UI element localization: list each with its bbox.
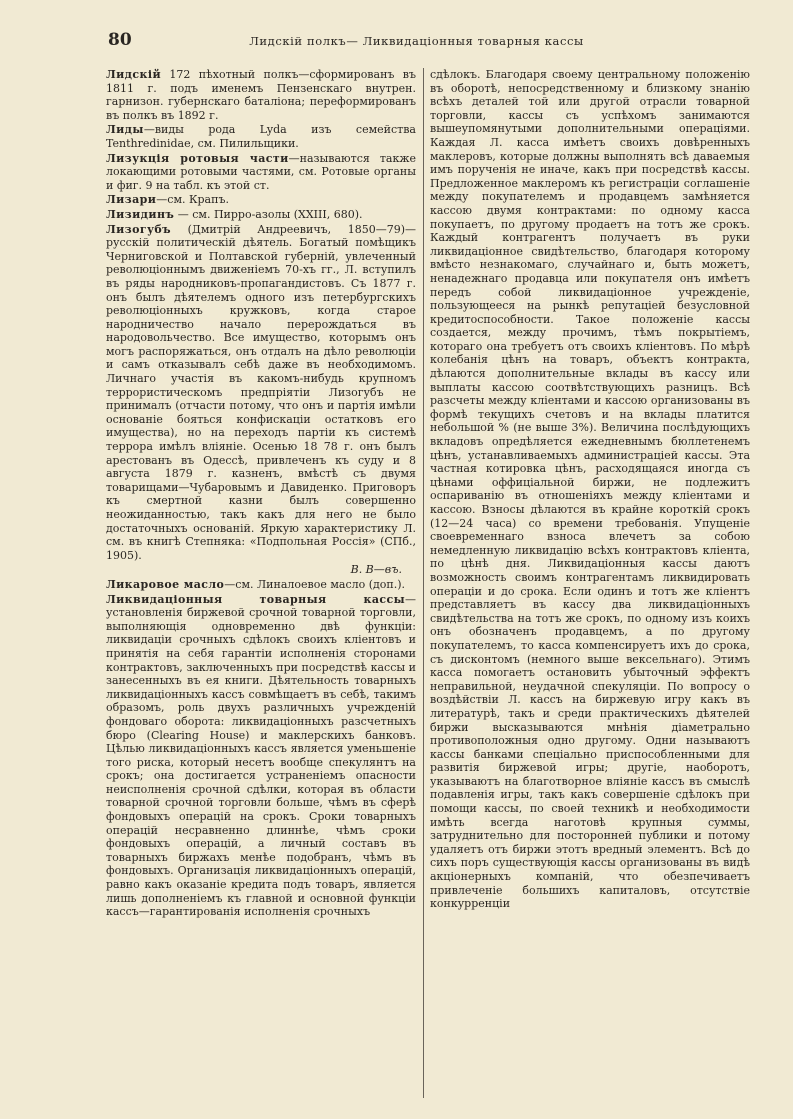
entry-text: —см. Крапъ.: [156, 193, 229, 207]
entry-text: —см. Линалоевое масло (доп.).: [224, 577, 406, 591]
entry-headword: Лизидинъ: [106, 207, 175, 221]
entry-headword: Лизукція ротовыя части: [106, 151, 289, 165]
page-number: 80: [108, 30, 132, 50]
entry: [106, 123, 416, 150]
author-signature: В. В—въ.: [350, 563, 402, 577]
entry-headword: Лиды: [106, 123, 144, 137]
entry: [106, 152, 416, 193]
entry: [106, 578, 416, 592]
entry-text: (Дмитрій Андреевичъ, 1850—79)—русскій политическій дѣятель. Богатый помѣщикъ Черниговской и Полтавской губерній, увлеченный революціоннымъ движеніемъ 70-хъ гг., Л. вступилъ въ ряды народниковъ-пропагандистовъ. Съ 1877 г. онъ былъ дѣятелемъ одного изъ петербургскихъ революціонныхъ кружковъ, когда старое народничество начало перерождаться въ народовольчество. Все имущество, которымъ онъ могъ распоряжаться, онъ отдалъ на дѣло революціи и самъ отказывалъ себѣ даже въ необходимомъ. Личнаго участія въ какомъ-нибудь крупномъ террористическомъ предпріятіи Лизогубъ не принималъ (отчасти потому, что онъ и партія имѣли основаніе бояться конфискаціи остатковъ его имущества), но на переходъ партіи къ системѣ террора имѣлъ вліяніе. Осенью 18 78 г. онъ былъ арестованъ въ Одессѣ, привлеченъ къ суду и 8 августа 1879 г. казненъ, вмѣстѣ съ двумя товарищами—Чубаровымъ и Давиденко. Приговоръ къ смертной казни былъ совершенно неожиданностью, такъ какъ для него не было достаточныхъ основаній. Яркую характеристику Л. см. въ книгѣ Степняка: «Подпольная Россія» (СПб., 1905).: [106, 222, 416, 562]
entry-text: — см. Пирро-азолы (XXIII, 680).: [174, 207, 363, 221]
entry: [106, 593, 416, 919]
entry: [106, 193, 416, 207]
entry-headword: Ликвидаціонныя товарныя кассы: [106, 592, 405, 606]
continued-text: сдѣлокъ. Благодаря своему центральному положенію въ оборотѣ, непосредственному и близкому знанію всѣхъ деталей той или другой отрасли товарной торговли, кассы съ успѣхомъ занимаются вышеупомянутыми дополнительными операціями. Каждая Л. касса имѣетъ своихъ довѣренныхъ маклеровъ, которые должны выполнять всѣ даваемыя имъ порученія не иначе, какъ при посредствѣ кассы. Предложенное маклеромъ къ регистраціи соглашеніе между покупателемъ и продавцемъ замѣняется кассою двумя контрактами: по одному касса покупаетъ, по другому продаетъ на тотъ же срокъ. Каждый контрагентъ получаетъ въ руки ликвидаціонное свидѣтельство, благодаря которому вмѣсто незнакомаго, случайнаго и, быть можетъ, ненадежнаго продавца или покупателя онъ имѣетъ передъ собой ликвидаціонное учрежденіе, пользующееся на рынкѣ репутаціей безусловной кредитоспособности. Такое положеніе кассы создается, между прочимъ, тѣмъ покрытіемъ, котораго она требуетъ отъ своихъ кліентовъ. По мѣрѣ колебанія цѣнъ на товаръ, объектъ контракта, дѣлаются дополнительные вклады въ кассу или выплаты кассою соотвѣтствующихъ разницъ. Всѣ разсчеты между кліентами и кассою организованы въ формѣ текущихъ счетовъ и на вклады платится небольшой % (не выше 3%). Величина послѣдующихъ вкладовъ опредѣляется ежедневнымъ бюллетенемъ цѣнъ, устанавливаемыхъ администраціей кассы. Эта частная котировка цѣнъ, расходящаяся иногда съ цѣнами оффиціальной биржи, не подлежитъ оспариванію въ отношеніяхъ между кліентами и кассою. Взносы дѣлаются въ крайне короткій срокъ (12—24 часа) со времени требованія. Упущеніе своевременнаго взноса влечетъ за собою немедленную ликвидацію всѣхъ контрактовъ кліента, по цѣнѣ дня. Ликвидаціонныя кассы даютъ возможность своимъ контрагентамъ ликвидировать операціи и до срока. Если одинъ и тотъ же кліентъ представляетъ въ кассу два ликвидаціонныхъ свидѣтельства на тотъ же срокъ, по одному изъ коихъ онъ обозначенъ продавцемъ, а по другому покупателемъ, то касса компенсируетъ ихъ до срока, съ дисконтомъ (немного выше вексельнаго). Этимъ касса помогаетъ остановить убыточный эффектъ неправильной, неудачной спекуляціи. По вопросу о воздѣйствіи Л. кассъ на биржевую игру какъ въ литературѣ, такъ и среди практическихъ дѣятелей биржи высказываются мнѣнія діаметрально противоположныя одно другому. Одни называютъ кассы банками спеціально приспособленными для развитія биржевой игры; другіе, наоборотъ, указываютъ на благотворное вліяніе кассъ въ смыслѣ подавленія игры, такъ какъ совершеніе сдѣлокъ при помощи кассы, по своей техникѣ и необходимости имѣть всегда наготовѣ крупныя суммы, затруднительно для посторонней публики и потому удаляетъ отъ биржи этотъ вредный элементъ. Всѣ до сихъ поръ существующія кассы организованы въ видѣ акціонерныхъ компаній, что обезпечиваетъ привлеченіе большихъ капиталовъ, отсутствіе конкурренціи: [430, 68, 750, 911]
entry: [106, 68, 416, 122]
page-header: [0, 30, 793, 54]
left-column: [106, 68, 416, 920]
entry: [106, 208, 416, 222]
entry-text: —виды рода Lyda изъ семейства Tenthredinidae, см. Пилильщики.: [106, 123, 416, 150]
entry-text: —установленія биржевой срочной товарной торговли, выполняющія одновременно двѣ функціи: ликвидаціи срочныхъ сдѣлокъ своихъ кліентовъ и принятія на себя гарантіи исполненія сторонами контрактовъ, заключенныхъ при посредствѣ кассы и занесенныхъ въ ея книги. Дѣятельность товарныхъ ликвидаціонныхъ кассъ совмѣщаетъ въ себѣ, такимъ образомъ, роль двухъ различныхъ учрежденій фондоваго оборота: ликвидаціонныхъ разсчетныхъ бюро (Clearing House) и маклерскихъ банковъ. Цѣлью ликвидаціонныхъ кассъ является уменьшеніе того риска, который несетъ вообще спекулянтъ на срокъ; она достигается устраненіемъ опасности неисполненія срочной сдѣлки, которая въ области товарной срочной торговли больше, чѣмъ въ сферѣ фондовыхъ операцій на срокъ. Сроки товарныхъ операцій несравненно длиннѣе, чѣмъ сроки фондовыхъ операцій, а личный составъ въ товарныхъ биржахъ менѣе подобранъ, чѣмъ въ фондовыхъ. Организація ликвидаціонныхъ операцій, равно какъ оказаніе кредита подъ товаръ, является лишь дополненіемъ къ главной и основной функціи кассъ—гарантированія исполненія срочныхъ: [106, 592, 416, 919]
entry-headword: Лизари: [106, 193, 157, 207]
entry-headword: Лидскій: [106, 68, 161, 81]
entry-text: 172 пѣхотный полкъ—сформированъ въ 1811 г. подъ именемъ Пензенскаго внутрен. гарнизон. губернскаго баталіона; переформированъ въ полкъ въ 1892 г.: [106, 68, 416, 122]
right-column: [430, 68, 750, 911]
entry: [106, 223, 416, 563]
running-title: Лидскій полкъ— Ликвидаціонныя товарныя кассы: [249, 34, 584, 48]
entry-text: —называются также локающими ротовыми частями, см. Ротовые органы и фиг. 9 на табл. къ этой ст.: [106, 151, 416, 192]
entry-headword: Ликаровое масло: [106, 577, 225, 591]
column-divider: [423, 68, 424, 1098]
entry-headword: Лизогубъ: [106, 222, 171, 236]
